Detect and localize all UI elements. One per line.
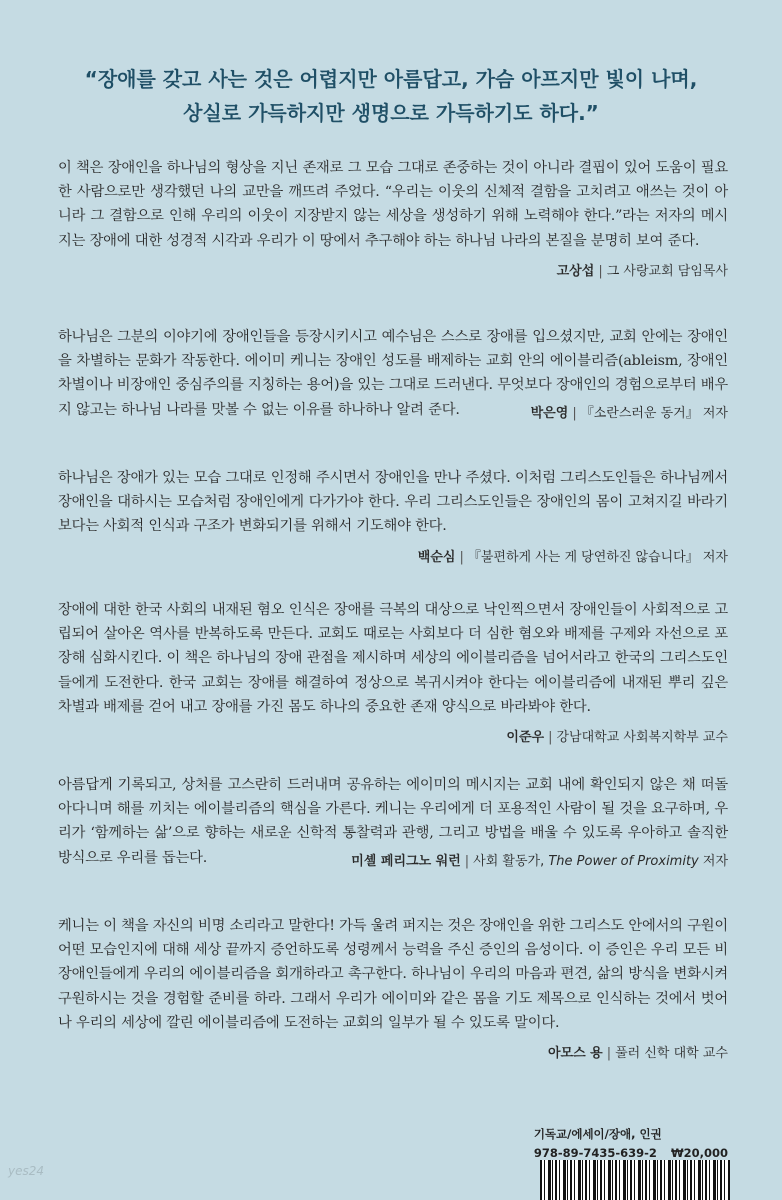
endorser-role: 『불편하게 사는 게 당연하진 않습니다』 저자 xyxy=(467,549,728,565)
endorser-role-prefix: 사회 활동가, xyxy=(473,853,549,869)
endorsement-text: 아름답게 기록되고, 상처를 고스란히 드러내며 공유하는 에이미의 메시지는 교회 내에 확인되지 않은 채 떠돌아다니며 해를 끼치는 에이블리즘의 핵심을 가른다. 케니는 우리에게 더 포용적인 사람이 될 것을 요구하며, 우리가 ‘함께하는 삶’으로 향하는 새로운 신학적 통찰력과 관행, 그리고 방법을 배울 수 있도록 우아하고 솔직한 방식으로 우리를 돕는다. xyxy=(58,777,728,866)
endorsement-3 xyxy=(58,466,728,565)
book-metadata xyxy=(534,1125,728,1163)
isbn: 978-89-7435-639-2 xyxy=(533,1146,657,1160)
endorsement-1 xyxy=(58,156,728,279)
endorsement-text: 하나님은 장애가 있는 모습 그대로 인정해 주시면서 장애인을 만나 주셨다. 이처럼 그리스도인들은 하나님께서 장애인을 대하시는 모습처럼 장애인에게 다가가야 한다. 우리 그리스도인들은 장애인의 몸이 고쳐지길 바라기보다는 사회적 인식과 구조가 변화되기를 위해서 기도해야 한다. xyxy=(58,470,728,535)
separator: | xyxy=(606,1046,612,1062)
endorsement-text: 케니는 이 책을 자신의 비명 소리라고 말한다! 가득 울려 퍼지는 것은 장애인을 위한 그리스도 안에서의 구원이 어떤 모습인지에 대해 세상 끝까지 증언하도록 성령께서 능력을 주신 증인의 음성이다. 이 증인은 우리 모든 비장애인들에게 우리의 에이블리즘을 회개하라고 촉구한다. 하나님이 우리의 마음과 편견, 삶의 방식을 변화시켜 구원하시는 것을 경험할 준비를 하라. 그래서 우리가 에이미와 같은 몸을 기도 제목으로 인식하는 것에서 벗어나 우리의 세상에 깔린 에이블리즘에 도전하는 교회의 일부가 될 수 있도록 말이다. xyxy=(58,918,728,1031)
watermark: yes24 xyxy=(8,1164,45,1178)
endorsement-attribution xyxy=(58,260,728,279)
endorsement-5 xyxy=(58,773,728,869)
endorser-role: 강남대학교 사회복지학부 교수 xyxy=(556,730,728,746)
price: ₩20,000 xyxy=(670,1146,728,1160)
endorsement-text: 장애에 대한 한국 사회의 내재된 혐오 인식은 장애를 극복의 대상으로 낙인찍으면서 장애인들이 사회적으로 고립되어 살아온 역사를 반복하도록 만든다. 교회도 때로는 사회보다 더 심한 혐오와 배제를 구제와 자선으로 포장해 심화시킨다. 이 책은 하나님의 장애 관점을 제시하며 세상의 에이블리즘을 넘어서라고 한국의 그리스도인들에게 도전한다. 한국 교회는 장애를 해결하여 정상으로 복귀시켜야 한다는 에이블리즘에 내재된 뿌리 깊은 차별과 배제를 걷어 내고 장애를 가진 몸도 하나의 중요한 존재 양식으로 바라봐야 한다. xyxy=(58,602,728,715)
headline-quote xyxy=(0,62,782,130)
endorsement-2 xyxy=(58,325,728,421)
barcode xyxy=(540,1160,730,1200)
separator: | xyxy=(459,549,464,565)
endorser-name: 이준우 xyxy=(506,730,545,746)
endorser-role: 『소란스러운 동거』 저자 xyxy=(580,405,728,421)
separator: | xyxy=(464,853,470,869)
endorsement-attribution xyxy=(58,726,728,745)
headline-line-1: “장애를 갖고 사는 것은 어렵지만 아름답고, 가슴 아프지만 빛이 나며, xyxy=(84,67,698,91)
endorser-name: 고상섭 xyxy=(556,263,595,279)
endorser-name: 미셸 페리그노 워런 xyxy=(351,853,461,869)
endorser-role: 그 사랑교회 담임목사 xyxy=(606,263,728,279)
endorsement-6 xyxy=(58,914,728,1061)
endorsement-attribution xyxy=(58,546,728,565)
book-category: 기독교/에세이/장애, 인권 xyxy=(533,1127,662,1141)
separator: | xyxy=(572,405,577,421)
separator: | xyxy=(598,263,603,279)
endorsement-text: 이 책은 장애인을 하나님의 형상을 지닌 존재로 그 모습 그대로 존중하는 것이 아니라 결핍이 있어 도움이 필요한 사람으로만 생각했던 나의 교만을 깨뜨려 주었다. “우리는 이웃의 신체적 결함을 고치려고 애쓰는 것이 아니라 그 결함으로 인해 우리의 이웃이 지장받지 않는 세상을 생성하기 위해 노력해야 한다.”라는 저자의 메시지는 장애에 대한 성경적 시각과 우리가 이 땅에서 추구해야 하는 하나님 나라의 본질을 분명히 보여 준다. xyxy=(58,160,728,249)
endorsement-text: 하나님은 그분의 이야기에 장애인들을 등장시키시고 예수님은 스스로 장애를 입으셨지만, 교회 안에는 장애인을 차별하는 문화가 작동한다. 에이미 케니는 장애인 성도를 배제하는 교회 안의 에이블리즘(ableism, 장애인 차별이나 비장애인 중심주의를 지칭하는 용어)을 있는 그대로 드러낸다. 무엇보다 장애인의 경험으로부터 배우지 않고는 하나님 나라를 맛볼 수 없는 이유를 하나하나 알려 준다. xyxy=(58,329,728,418)
endorser-name: 아모스 용 xyxy=(547,1046,603,1062)
endorsement-attribution xyxy=(58,1042,728,1061)
endorser-book-title: The Power of Proximity xyxy=(548,853,699,869)
endorsement-4 xyxy=(58,598,728,745)
endorser-role: 풀러 신학 대학 교수 xyxy=(615,1046,728,1062)
separator: | xyxy=(548,730,553,746)
headline-line-2: 상실로 가득하지만 생명으로 가득하기도 하다.” xyxy=(183,101,599,125)
endorser-name: 백순심 xyxy=(417,549,456,565)
endorser-role-suffix: 저자 xyxy=(698,853,728,869)
endorser-name: 박은영 xyxy=(530,405,569,421)
